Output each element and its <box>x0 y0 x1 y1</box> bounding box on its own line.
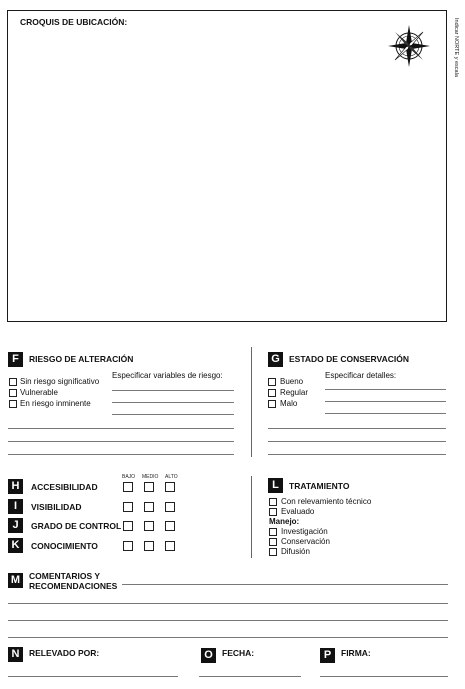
accesibilidad-alto-checkbox[interactable] <box>165 482 175 492</box>
section-g-line[interactable] <box>268 454 446 455</box>
section-k-letter: K <box>8 538 23 553</box>
checkbox-riesgo-inminente[interactable] <box>9 400 17 408</box>
checkbox-relevamiento-tecnico[interactable] <box>269 498 277 506</box>
option-malo: Malo <box>280 399 298 408</box>
visibilidad-alto-checkbox[interactable] <box>165 502 175 512</box>
option-relevamiento-tecnico: Con relevamiento técnico <box>281 497 372 506</box>
comments-line[interactable] <box>122 584 448 585</box>
option-regular: Regular <box>280 388 309 397</box>
section-h-letter: H <box>8 479 23 494</box>
section-l-letter: L <box>268 478 283 493</box>
option-evaluado: Evaluado <box>281 507 315 516</box>
section-l-title: TRATAMIENTO <box>289 481 350 491</box>
option-investigacion: Investigación <box>281 527 328 536</box>
scale-medio: MEDIO <box>142 474 159 480</box>
firma-field[interactable] <box>320 676 448 677</box>
conocimiento-alto-checkbox[interactable] <box>165 541 175 551</box>
checkbox-malo[interactable] <box>268 400 276 408</box>
section-g-letter: G <box>268 352 283 367</box>
section-g-title: ESTADO DE CONSERVACIÓN <box>289 354 409 364</box>
conocimiento-medio-checkbox[interactable] <box>144 541 154 551</box>
checkbox-bueno[interactable] <box>268 378 276 386</box>
conocimiento-bajo-checkbox[interactable] <box>123 541 133 551</box>
section-j-letter: J <box>8 518 23 533</box>
comments-line[interactable] <box>8 637 448 638</box>
section-h-label: ACCESIBILIDAD <box>31 482 98 492</box>
manejo-label: Manejo: <box>269 517 300 526</box>
section-n-letter: N <box>8 647 23 662</box>
scale-alto: ALTO <box>165 474 178 480</box>
scale-bajo: BAJO <box>122 474 136 480</box>
section-g-line[interactable] <box>325 401 446 402</box>
fecha-label: FECHA: <box>222 648 255 658</box>
fecha-field[interactable] <box>199 676 301 677</box>
section-p-letter: P <box>320 648 335 663</box>
visibilidad-medio-checkbox[interactable] <box>144 502 154 512</box>
relevado-por-field[interactable] <box>8 676 178 677</box>
section-f-line[interactable] <box>112 414 234 415</box>
checkbox-investigacion[interactable] <box>269 528 277 536</box>
checkbox-sin-riesgo[interactable] <box>9 378 17 386</box>
grado-control-bajo-checkbox[interactable] <box>123 521 133 531</box>
checkbox-conservacion[interactable] <box>269 538 277 546</box>
sketch-title: CROQUIS DE UBICACIÓN: <box>20 17 128 27</box>
section-f-line[interactable] <box>112 402 234 403</box>
section-g-line[interactable] <box>325 389 446 390</box>
section-i-label: VISIBILIDAD <box>31 502 82 512</box>
section-f-letter: F <box>8 352 23 367</box>
comments-line[interactable] <box>8 603 448 604</box>
column-divider <box>251 347 252 457</box>
section-m-title-line1: COMENTARIOS Y <box>29 571 100 581</box>
checkbox-regular[interactable] <box>268 389 276 397</box>
section-f-specify-label: Especificar variables de riesgo: <box>112 371 223 380</box>
option-conservacion: Conservación <box>281 537 330 546</box>
section-m-letter: M <box>8 573 23 588</box>
section-j-label: GRADO DE CONTROL <box>31 521 122 531</box>
sketch-area[interactable] <box>7 10 447 322</box>
checkbox-evaluado[interactable] <box>269 508 277 516</box>
section-i-letter: I <box>8 499 23 514</box>
grado-control-alto-checkbox[interactable] <box>165 521 175 531</box>
accesibilidad-bajo-checkbox[interactable] <box>123 482 133 492</box>
comments-line[interactable] <box>8 620 448 621</box>
section-g-line[interactable] <box>268 428 446 429</box>
section-f-line[interactable] <box>8 454 234 455</box>
section-m-title-line2: RECOMENDACIONES <box>29 581 118 591</box>
option-difusion: Difusión <box>281 547 310 556</box>
column-divider <box>251 476 252 558</box>
option-sin-riesgo: Sin riesgo significativo <box>20 377 100 386</box>
section-o-letter: O <box>201 648 216 663</box>
grado-control-medio-checkbox[interactable] <box>144 521 154 531</box>
section-g-specify-label: Especificar detalles: <box>325 371 397 380</box>
compass-rose-icon <box>387 24 431 68</box>
option-vulnerable: Vulnerable <box>20 388 58 397</box>
checkbox-difusion[interactable] <box>269 548 277 556</box>
option-riesgo-inminente: En riesgo inminente <box>20 399 91 408</box>
firma-label: FIRMA: <box>341 648 371 658</box>
visibilidad-bajo-checkbox[interactable] <box>123 502 133 512</box>
section-f-line[interactable] <box>112 390 234 391</box>
section-g-line[interactable] <box>325 413 446 414</box>
section-f-line[interactable] <box>8 428 234 429</box>
north-scale-note: Indicar NORTE y escala <box>453 18 459 77</box>
section-f-line[interactable] <box>8 441 234 442</box>
checkbox-vulnerable[interactable] <box>9 389 17 397</box>
section-f-title: RIESGO DE ALTERACIÓN <box>29 354 134 364</box>
accesibilidad-medio-checkbox[interactable] <box>144 482 154 492</box>
section-g-line[interactable] <box>268 441 446 442</box>
option-bueno: Bueno <box>280 377 304 386</box>
relevado-por-label: RELEVADO POR: <box>29 648 100 658</box>
section-k-label: CONOCIMIENTO <box>31 541 98 551</box>
